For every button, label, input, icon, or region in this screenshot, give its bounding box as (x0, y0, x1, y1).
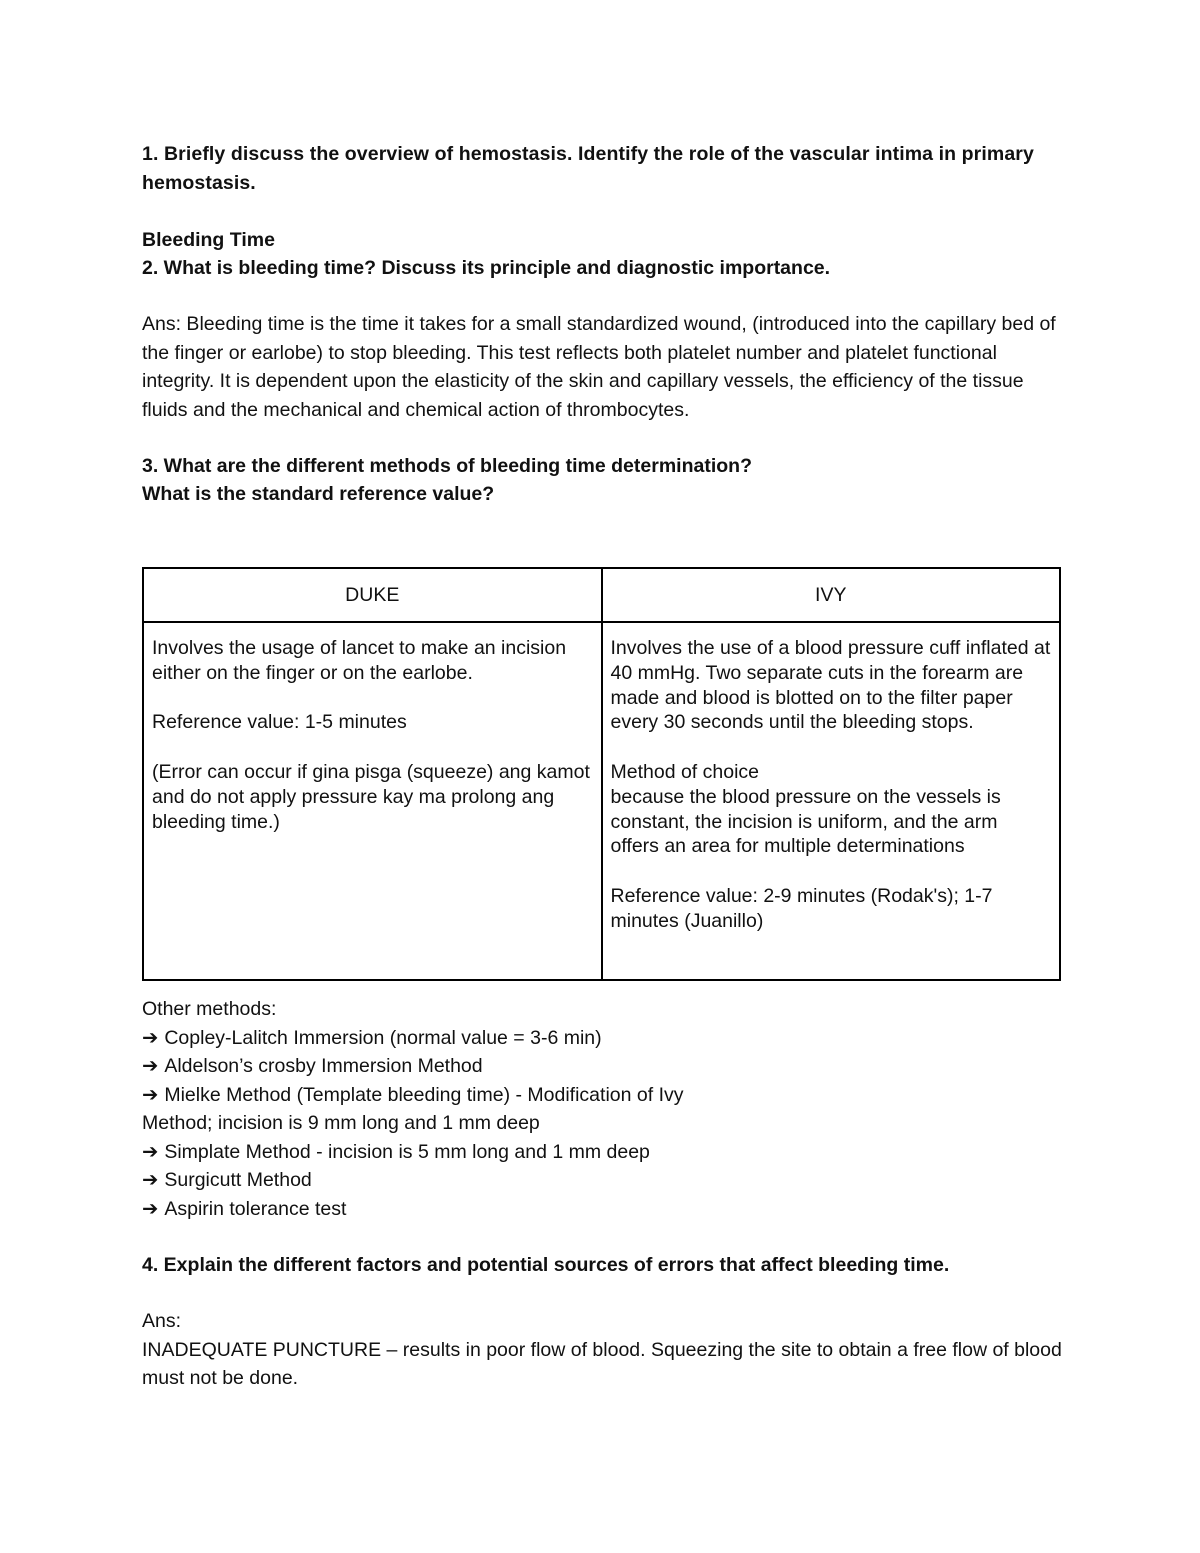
question-4: 4. Explain the different factors and potential sources of errors that affect bleeding time. (142, 1254, 950, 1276)
ivy-choice-reason: because the blood pressure on the vessels is constant, the incision is uniform, and the arm offers an area for multiple determinations (610, 785, 1001, 858)
list-item: ➔ Surgicutt Method (142, 1166, 1062, 1195)
duke-description: Involves the usage of lancet to make an incision either on the finger or on the earlobe. (152, 637, 567, 684)
methods-table (142, 567, 1061, 981)
answer-4: INADEQUATE PUNCTURE – results in poor flow of blood. Squeezing the site to obtain a free flow of blood must not be done. (142, 1338, 1062, 1389)
duke-note: (Error can occur if gina pisga (squeeze) ang kamot and do not apply pressure kay ma prolong ang bleeding time.) (152, 760, 590, 833)
question-3-line-1: 3. What are the different methods of bleeding time determination? (142, 455, 752, 477)
duke-reference: Reference value: 1-5 minutes (152, 711, 407, 734)
other-methods-label: Other methods: (142, 998, 277, 1020)
list-item: ➔ Aldelson’s crosby Immersion Method (142, 1052, 1062, 1081)
after-table (142, 995, 1062, 1393)
list-item: ➔ Mielke Method (Template bleeding time) - Modification of Ivy (142, 1081, 1062, 1110)
list-item: ➔ Aspirin tolerance test (142, 1195, 1062, 1224)
table-header-row (143, 568, 1060, 622)
ivy-description: Involves the use of a blood pressure cuff inflated at 40 mmHg. Two separate cuts in the forearm are made and blood is blotted on to the filter paper every 30 seconds until the bleeding stops. (610, 637, 1051, 734)
ivy-cell (602, 622, 1061, 980)
answer-2: Ans: Bleeding time is the time it takes for a small standardized wound, (introduced into the capillary bed of the finger or earlobe) to stop bleeding. This test reflects both platelet number and platelet functional integrity. It is dependent upon the elasticity of the skin and capillary vessels, the efficiency of the tissue fluids and the mechanical and chemical action of thrombocytes. (142, 313, 1056, 421)
ivy-choice-label: Method of choice (610, 760, 760, 783)
list-item: ➔ Simplate Method - incision is 5 mm long and 1 mm deep (142, 1138, 1062, 1167)
answer-4-label: Ans: (142, 1310, 182, 1332)
header-ivy: IVY (602, 568, 1061, 622)
list-item: ➔ Copley-Lalitch Immersion (normal value = 3-6 min) (142, 1024, 1062, 1053)
question-3-line-2: What is the standard reference value? (142, 483, 495, 505)
section-title: Bleeding Time (142, 229, 275, 251)
question-2: 2. What is bleeding time? Discuss its principle and diagnostic importance. (142, 257, 831, 279)
document-page (142, 140, 1062, 1389)
mielke-continuation: Method; incision is 9 mm long and 1 mm deep (142, 1112, 540, 1134)
header-duke: DUKE (143, 568, 602, 622)
duke-cell (143, 622, 602, 980)
table-row (143, 622, 1060, 980)
ivy-reference: Reference value: 2-9 minutes (Rodak's); 1-7 minutes (Juanillo) (610, 884, 993, 932)
question-1: 1. Briefly discuss the overview of hemostasis. Identify the role of the vascular intima in primary hemostasis. (142, 143, 1034, 194)
